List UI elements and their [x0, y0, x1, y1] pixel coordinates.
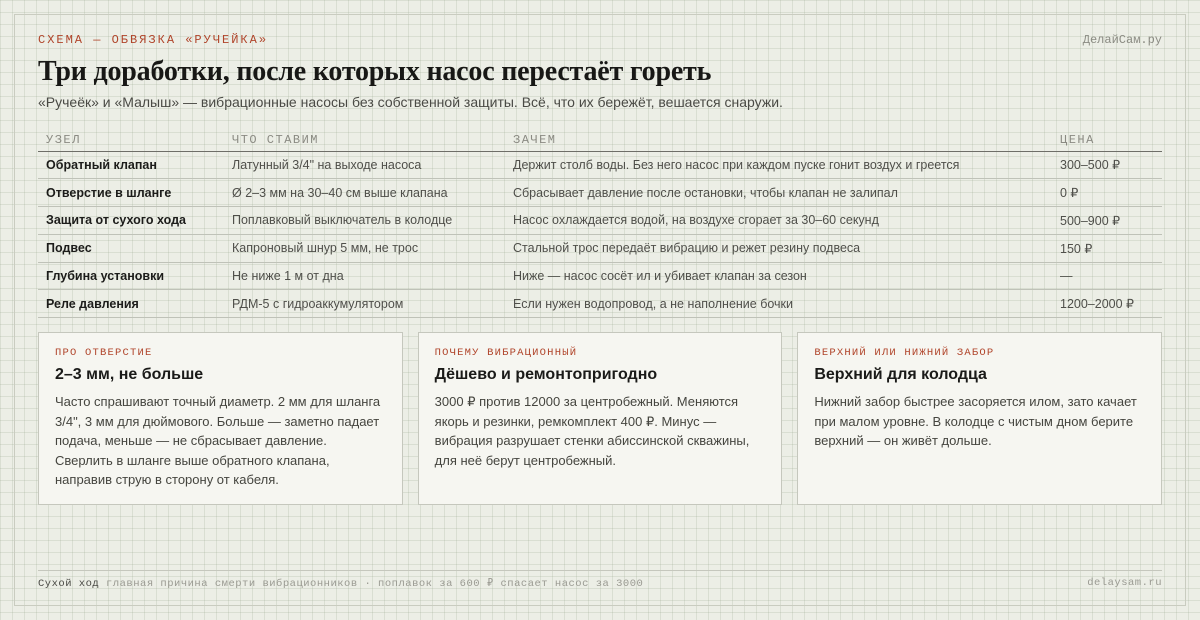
cell-node: Защита от сухого хода — [38, 207, 224, 235]
cards-row — [38, 332, 1162, 505]
cell-what: Ø 2–3 мм на 30–40 см выше клапана — [224, 179, 505, 207]
card-title: Верхний для колодца — [814, 366, 987, 383]
cell-why: Сбрасывает давление после остановки, чтобы клапан не залипал — [505, 179, 1052, 207]
cell-why: Если нужен водопровод, а не наполнение бочки — [505, 290, 1052, 318]
cell-what: Латунный 3/4" на выходе насоса — [224, 151, 505, 179]
site-name[interactable]: ДелайСам.ру — [1082, 33, 1162, 47]
footer-site[interactable]: delaysam.ru — [1087, 577, 1162, 589]
card-body: Часто спрашивают точный диаметр. 2 мм для шланга 3/4", 3 мм для дюймового. Больше — заметно падает подача, меньше — не сбрасывает давление. Сверлить в шланге выше обратного клапана, направив струю в сторону от кабеля. — [55, 394, 381, 487]
cell-why: Стальной трос передаёт вибрацию и режет резину подвеса — [505, 234, 1052, 262]
table-row — [38, 207, 1162, 235]
page-title: Три доработки, после которых насос перестаёт гореть — [38, 56, 712, 87]
footer-note — [38, 577, 643, 590]
cell-what: Не ниже 1 м от дна — [224, 262, 505, 290]
column-header-what: ЧТО СТАВИМ — [224, 125, 505, 151]
cell-node: Подвес — [38, 234, 224, 262]
cell-what: Поплавковый выключатель в колодце — [224, 207, 505, 235]
cell-price: 0 ₽ — [1052, 179, 1162, 207]
table-row — [38, 262, 1162, 290]
cell-why: Держит столб воды. Без него насос при каждом пуске гонит воздух и греется — [505, 151, 1052, 179]
card-hole — [38, 332, 403, 505]
card-body: Нижний забор быстрее засоряется илом, зато качает при малом уровне. В колодце с чистым дном берите верхний — он живёт дольше. — [814, 394, 1137, 448]
cell-what: РДМ-5 с гидроаккумулятором — [224, 290, 505, 318]
footer-lead: Сухой ход — [38, 578, 100, 590]
card-body: 3000 ₽ против 12000 за центробежный. Меняются якорь и резинки, ремкомплект 400 ₽. Минус — вибрация разрушает стенки абиссинской скважины, для неё берут центробежный. — [434, 394, 750, 468]
card-kicker: ВЕРХНИЙ ИЛИ НИЖНИЙ ЗАБОР — [814, 347, 995, 359]
page-subtitle: «Ручеёк» и «Малыш» — вибрационные насосы без собственной защиты. Всё, что их бережёт, вешается снаружи. — [38, 94, 783, 110]
footer-text: главная причина смерти вибрационников · поплавок за 600 ₽ спасает насос за 3000 — [99, 578, 644, 590]
card-title: 2–3 мм, не больше — [55, 366, 204, 383]
spec-table — [38, 125, 1162, 318]
card-intake — [797, 332, 1162, 505]
table-row — [38, 179, 1162, 207]
cell-node: Глубина установки — [38, 262, 224, 290]
card-vibration — [418, 332, 783, 505]
cell-price: — — [1052, 262, 1162, 290]
table-row — [38, 234, 1162, 262]
cell-node: Отверстие в шланге — [38, 179, 224, 207]
cell-price: 1200–2000 ₽ — [1052, 290, 1162, 318]
table-header-row — [38, 125, 1162, 151]
cell-node: Реле давления — [38, 290, 224, 318]
cell-node: Обратный клапан — [38, 151, 224, 179]
cell-price: 500–900 ₽ — [1052, 207, 1162, 235]
card-kicker: ПРО ОТВЕРСТИЕ — [55, 347, 153, 359]
cell-price: 300–500 ₽ — [1052, 151, 1162, 179]
column-header-node: УЗЕЛ — [38, 125, 224, 151]
table-row — [38, 290, 1162, 318]
cell-price: 150 ₽ — [1052, 234, 1162, 262]
footer-divider — [38, 570, 1162, 571]
cell-what: Капроновый шнур 5 мм, не трос — [224, 234, 505, 262]
card-title: Дёшево и ремонтопригодно — [434, 366, 658, 383]
column-header-price: ЦЕНА — [1052, 125, 1162, 151]
table-row — [38, 151, 1162, 179]
cell-why: Ниже — насос сосёт ил и убивает клапан за сезон — [505, 262, 1052, 290]
column-header-why: ЗАЧЕМ — [505, 125, 1052, 151]
section-kicker: СХЕМА — ОБВЯЗКА «РУЧЕЙКА» — [38, 33, 269, 47]
cell-why: Насос охлаждается водой, на воздухе сгорает за 30–60 секунд — [505, 207, 1052, 235]
card-kicker: ПОЧЕМУ ВИБРАЦИОННЫЙ — [434, 347, 578, 359]
